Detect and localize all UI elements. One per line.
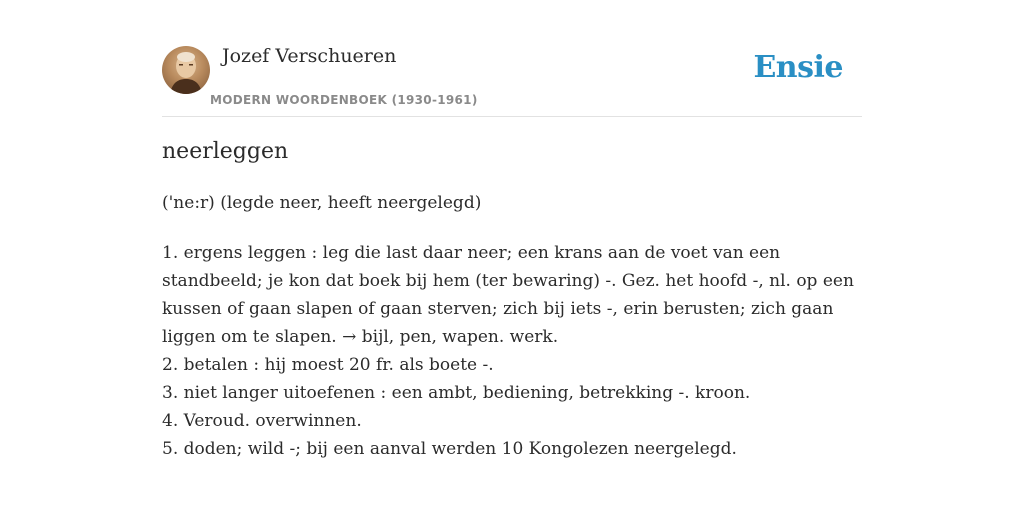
definition-line: 1. ergens leggen : leg die last daar neer; een krans aan de voet van een [162, 243, 781, 263]
pronunciation: ('ne:r) (legde neer, heeft neergelegd) [162, 193, 482, 213]
entry-card [162, 0, 862, 512]
author-avatar[interactable] [162, 46, 210, 94]
definition-line: 5. doden; wild -; bij een aanval werden 10 Kongolezen neergelegd. [162, 439, 737, 459]
definition-line: kussen of gaan slapen of gaan sterven; zich bij iets -, erin berusten; zich gaan [162, 299, 834, 319]
definition-line: 2. betalen : hij moest 20 fr. als boete -. [162, 355, 494, 375]
entry-header [162, 0, 862, 117]
author-name[interactable]: Jozef Verschueren [222, 45, 397, 67]
definition-list [162, 239, 862, 463]
definition-line: standbeeld; je kon dat boek bij hem (ter bewaring) -. Gez. het hoofd -, nl. op een [162, 271, 854, 291]
portrait-icon [162, 46, 210, 94]
definition-line: liggen om te slapen. → bijl, pen, wapen. werk. [162, 327, 559, 347]
headword: neerleggen [162, 139, 289, 164]
definition-line: 4. Veroud. overwinnen. [162, 411, 362, 431]
source-label[interactable]: MODERN WOORDENBOEK (1930-1961) [210, 93, 478, 107]
definition-line: 3. niet langer uitoefenen : een ambt, bediening, betrekking -. kroon. [162, 383, 751, 403]
ensie-logo[interactable]: Ensie [753, 50, 843, 85]
